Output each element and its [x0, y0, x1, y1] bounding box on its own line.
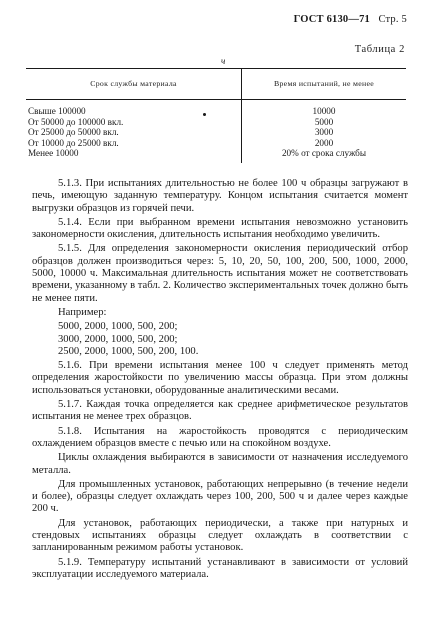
test-time-value: 5000	[314, 116, 334, 127]
test-time-value: 3000	[314, 127, 334, 137]
page-header	[294, 14, 407, 25]
service-life-cell	[26, 100, 242, 163]
service-life-value: Свыше 100000	[28, 106, 86, 116]
example-sequence: 3000, 2000, 1000, 500, 200;	[58, 333, 178, 345]
table-2	[26, 68, 406, 163]
service-life-value: Менее 10000	[28, 148, 79, 158]
table-header-row	[26, 69, 406, 100]
paragraph-5-1-6: 5.1.6. При времени испытания менее 100 ч следует применять метод определения жаростойкости по увеличению массы образца. При этом должны использоваться установки, оборудованные аналитическими весами.	[32, 360, 408, 396]
scan-dot	[203, 113, 206, 116]
example-sequence: 5000, 2000, 1000, 500, 200;	[58, 321, 178, 333]
stray-mark: ч	[221, 56, 226, 66]
paragraph-5-1-9: 5.1.9. Температуру испытаний устанавливают в зависимости от условий эксплуатации исследуемого материала.	[32, 556, 408, 580]
body-text	[32, 178, 408, 581]
paragraph-example-intro: Например:	[58, 306, 107, 318]
service-life-value: От 50000 до 100000 вкл.	[28, 116, 124, 127]
col-header-test-time: Время испытаний, не менее	[242, 69, 407, 100]
service-life-value: От 25000 до 50000 вкл.	[28, 127, 119, 137]
paragraph-5-1-8: 5.1.8. Испытания на жаростойкость проводятся с периодическим охлаждением образцов вместе с печью или на спокойном воздухе.	[32, 425, 408, 449]
test-time-value: 20% от срока службы	[281, 148, 367, 158]
paragraph-5-1-3: 5.1.3. При испытаниях длительностью не более 100 ч образцы загружают в печь, имеющую заданную температуру. Концом испытания считается момент выгрузки образцов из горячей печи.	[32, 178, 408, 214]
table-row	[26, 100, 406, 163]
test-time-value: 2000	[314, 137, 334, 148]
standard-number: ГОСТ 6130—71	[293, 14, 370, 25]
paragraph-5-1-7: 5.1.7. Каждая точка определяется как среднее арифметическое результатов испытания не менее трех образцов.	[32, 399, 408, 423]
test-time-cell	[242, 100, 407, 163]
col-header-service-life: Срок службы материала	[26, 69, 242, 100]
example-sequence: 2500, 2000, 1000, 500, 200, 100.	[58, 345, 199, 357]
paragraph-cooling-cycles: Циклы охлаждения выбираются в зависимости от назначения исследуемого металла.	[32, 452, 408, 476]
table-caption: Таблица 2	[354, 44, 405, 55]
service-life-value: От 10000 до 25000 вкл.	[28, 137, 119, 148]
page-number: Стр. 5	[378, 14, 407, 25]
paragraph-periodic-units: Для установок, работающих периодически, а также при натурных и стендовых испытаниях образцы следует охлаждать в соответствии с запланированным режимом работы установок.	[32, 517, 408, 554]
paragraph-5-1-5: 5.1.5. Для определения закономерности окисления периодический отбор образцов должен производиться через: 5, 10, 20, 50, 100, 200, 500, 1000, 2000, 5000, 10000 ч. Максимальная длительность испытания может не соответствовать времени, указанному в табл. 2. Количество экспериментальных точек должно быть не менее пяти.	[32, 243, 408, 304]
test-time-value: 10000	[312, 106, 336, 116]
paragraph-industrial-units: Для промышленных установок, работающих непрерывно (в течение недели и более), образцы следует охлаждать через 100, 200, 500 ч и далее через каждые 200 ч.	[32, 478, 408, 515]
paragraph-5-1-4: 5.1.4. Если при выбранном времени испытания невозможно установить закономерности окисления, длительность испытания необходимо увеличить.	[32, 216, 408, 241]
